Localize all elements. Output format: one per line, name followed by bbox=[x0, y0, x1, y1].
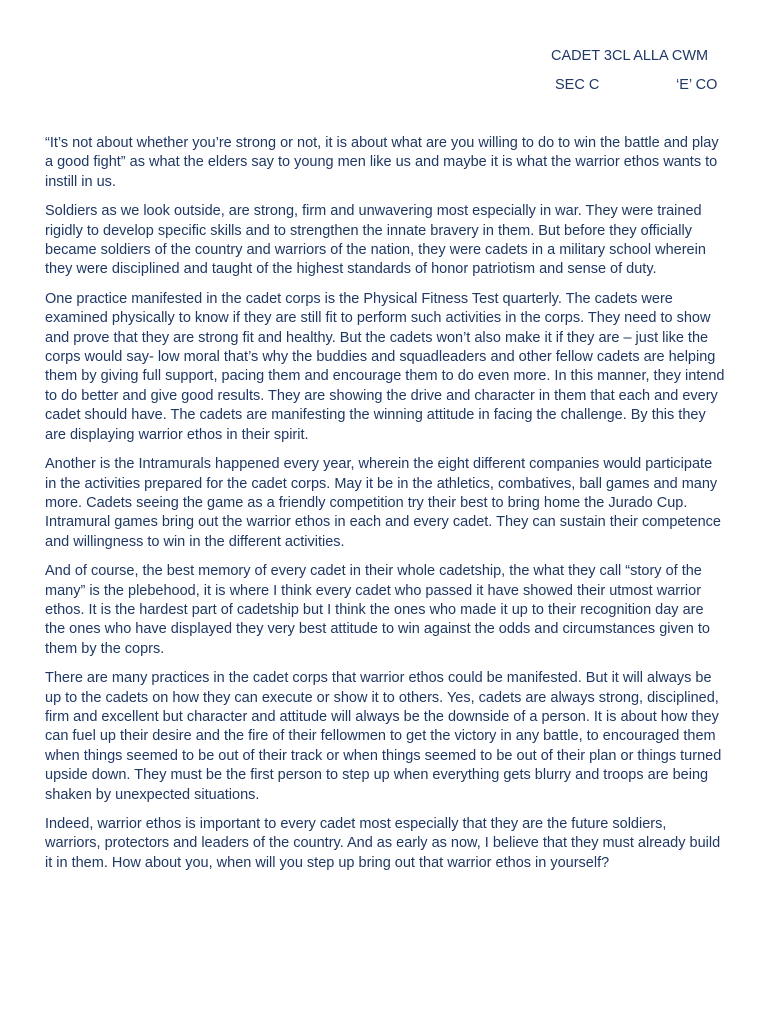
paragraph-soldiers: Soldiers as we look outside, are strong, firm and unwavering most especially in war. They were trained rigidly to develop specific skills and to strengthen the innate bravery in them. But before they officially became soldiers of the country and warriors of the nation, they were cadets in a military school wherein they were disciplined and taught of the highest standards of honor patriotism and sense of duty. bbox=[45, 203, 706, 278]
paragraph-conclusion: Indeed, warrior ethos is important to every cadet most especially that they are the future soldiers, warriors, protectors and leaders of the country. And as early as now, I believe that they must already build it in them. How about you, when will you step up bring out that warrior ethos in yourself? bbox=[45, 816, 721, 871]
paragraph-intro: “It’s not about whether you’re strong or not, it is about what are you willing to do to win the battle and play a good fight” as what the elders say to young men like us and maybe it is what the warrior ethos wants to instill in us. bbox=[45, 135, 719, 190]
cadet-name: CADET 3CL ALLA CWM bbox=[551, 48, 709, 64]
cadet-section: SEC C bbox=[555, 77, 600, 93]
cadet-company: ‘E’ CO bbox=[676, 77, 718, 93]
paragraph-fitness-test: One practice manifested in the cadet corps is the Physical Fitness Test quarterly. The cadets were examined physically to know if they are still fit to perform such activities in the corps. They need to show and prove that they are strong fit and healthy. But the cadets won’t also make it if they are – just like the corps would say- low moral that’s why the buddies and squadleaders and other fellow cadets are helping them by giving full support, pacing them and encourage them to do even more. In this manner, they intend to do better and give good results. They are showing the drive and character in them that each and every cadet should have. The cadets are manifesting the winning attitude in facing the challenge. By this they are displaying warrior ethos in their spirit. bbox=[45, 290, 725, 443]
essay-body bbox=[45, 134, 725, 883]
paragraph-practices: There are many practices in the cadet corps that warrior ethos could be manifested. But it will always be up to the cadets on how they can execute or show it to others. Yes, cadets are always strong, disciplined, firm and excellent but character and attitude will always be the downside of a person. It is about how they can fuel up their desire and the fire of their fellowmen to get the victory in any battle, to encouraged them when things seemed to be out of their track or when things seemed to be out of their plan or things turned upside down. They must be the first person to step up when everything gets blurry and troops are being shaken by unexpected situations. bbox=[45, 670, 722, 803]
paragraph-intramurals: Another is the Intramurals happened every year, wherein the eight different companies would participate in the activities prepared for the cadet corps. May it be in the athletics, combatives, ball games and many more. Cadets seeing the game as a friendly competition try their best to bring home the Jurado Cup. Intramural games bring out the warrior ethos in each and every cadet. They can sustain their competence and willingness to win in the different activities. bbox=[45, 456, 721, 550]
paragraph-plebehood: And of course, the best memory of every cadet in their whole cadetship, the what they call “story of the many” is the plebehood, it is where I think every cadet who passed it have showed their utmost warrior ethos. It is the hardest part of cadetship but I think the ones who made it up to their recognition day are the ones who have displayed they very best attitude to win against the odds and circumstances given to them by the coprs. bbox=[45, 563, 710, 657]
